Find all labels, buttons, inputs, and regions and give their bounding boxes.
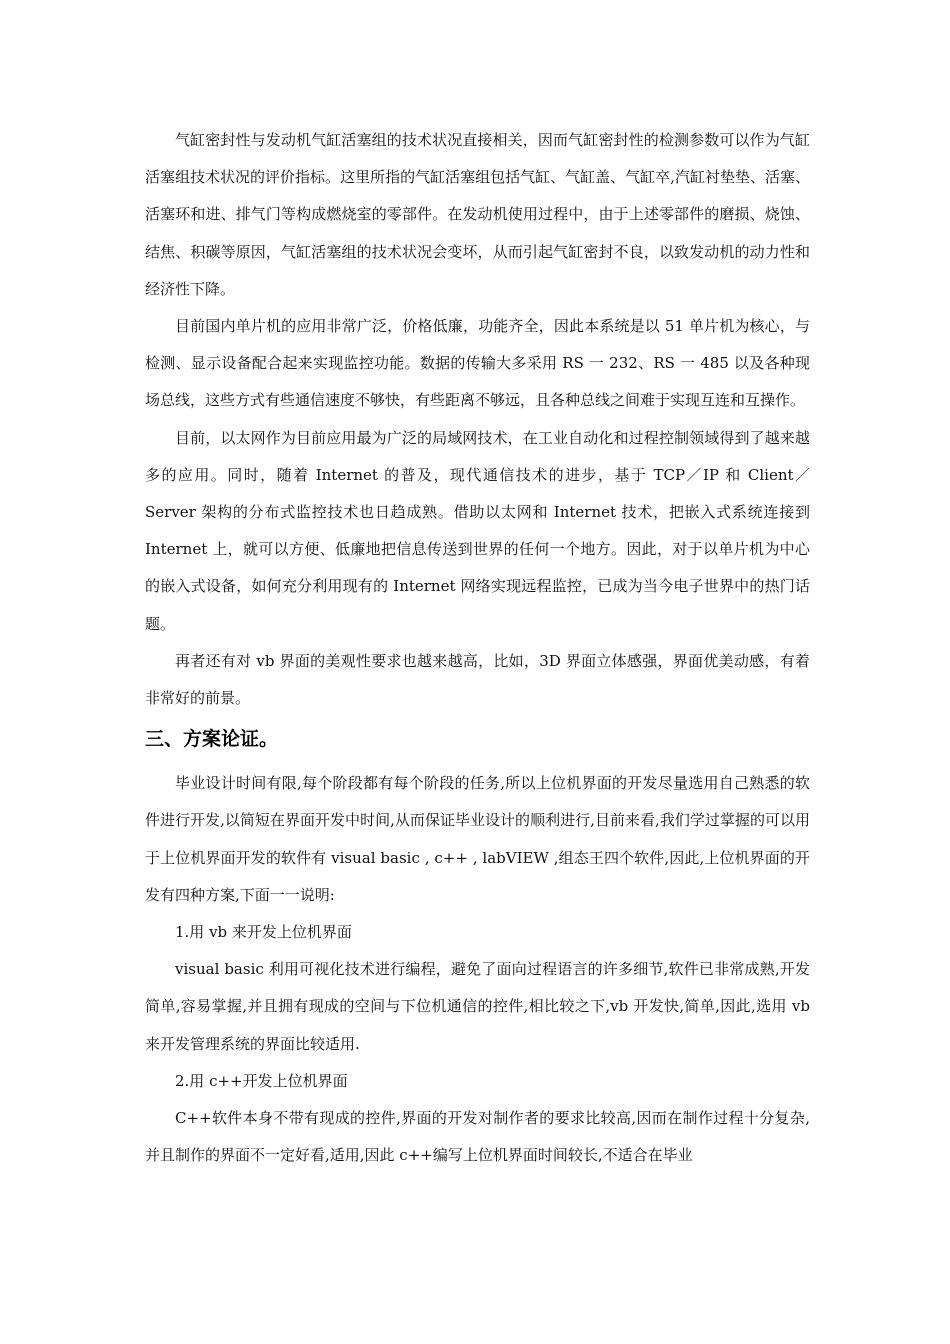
paragraph-design-time: 毕业设计时间有限,每个阶段都有每个阶段的任务,所以上位机界面的开发尽量选用自己熟悉的软件进行开发,以简短在界面开发中时间,从而保证毕业设计的顺利进行,目前来看,我们学过掌握的可以用于上位机界面开发的软件有 visual basic , c++ , labVIEW ,组态王四个软件,因此,上位机界面的开发有四种方案,下面一一说明: [145,774,810,904]
subheading-cpp: 2.用 c++开发上位机界面 [175,1071,348,1090]
subheading-vb: 1.用 vb 来开发上位机界面 [175,923,352,942]
document-page [145,122,810,1174]
section-heading-scheme: 三、方案论证。 [145,728,279,751]
paragraph-cylinder-sealing: 气缸密封性与发动机气缸活塞组的技术状况直接相关，因而气缸密封性的检测参数可以作为气缸活塞组技术状况的评价指标。这里所指的气缸活塞组包括气缸、气缸盖、气缸卒,汽缸衬垫垫、活塞、活塞环和进、排气门等构成燃烧室的零部件。在发动机使用过程中，由于上述零部件的磨损、烧蚀、结焦、积碳等原因，气缸活塞组的技术状况会变坏，从而引起气缸密封不良，以致发动机的动力性和经济性下降。 [145,131,810,298]
paragraph-vb-interface: 再者还有对 vb 界面的美观性要求也越来越高，比如，3D 界面立体感强，界面优美动感，有着非常好的前景。 [145,651,810,708]
paragraph-ethernet: 目前，以太网作为目前应用最为广泛的局域网技术，在工业自动化和过程控制领域得到了越来越多的应用。同时，随着 Internet 的普及，现代通信技术的进步，基于 TCP／IP 和 Client／Server 架构的分布式监控技术也日趋成熟。借助以太网和 Internet 技术，把嵌入式系统连接到 Internet 上，就可以方便、低廉地把信息传送到世界的任何一个地方。因此，对于以单片机为中心的嵌入式设备，如何充分利用现有的 Internet 网络实现远程监控，已成为当今电子世界中的热门话题。 [145,428,810,633]
paragraph-mcu-application: 目前国内单片机的应用非常广泛，价格低廉，功能齐全，因此本系统是以 51 单片机为核心，与检测、显示设备配合起来实现监控功能。数据的传输大多采用 RS 一 232、RS 一 485 以及各种现场总线，这些方式有些通信速度不够快，有些距离不够远，且各种总线之间难于实现互连和互操作。 [145,317,810,410]
paragraph-visual-basic: visual basic 利用可视化技术进行编程，避免了面向过程语言的许多细节,软件已非常成熟,开发简单,容易掌握,并且拥有现成的空间与下位机通信的控件,相比较之下,vb 开发快,简单,因此,选用 vb 来开发管理系统的界面比较适用. [145,960,810,1053]
paragraph-cpp: C++软件本身不带有现成的控件,界面的开发对制作者的要求比较高,因而在制作过程十分复杂,并且制作的界面不一定好看,适用,因此 c++编写上位机界面时间较长,不适合在毕业 [145,1109,810,1165]
